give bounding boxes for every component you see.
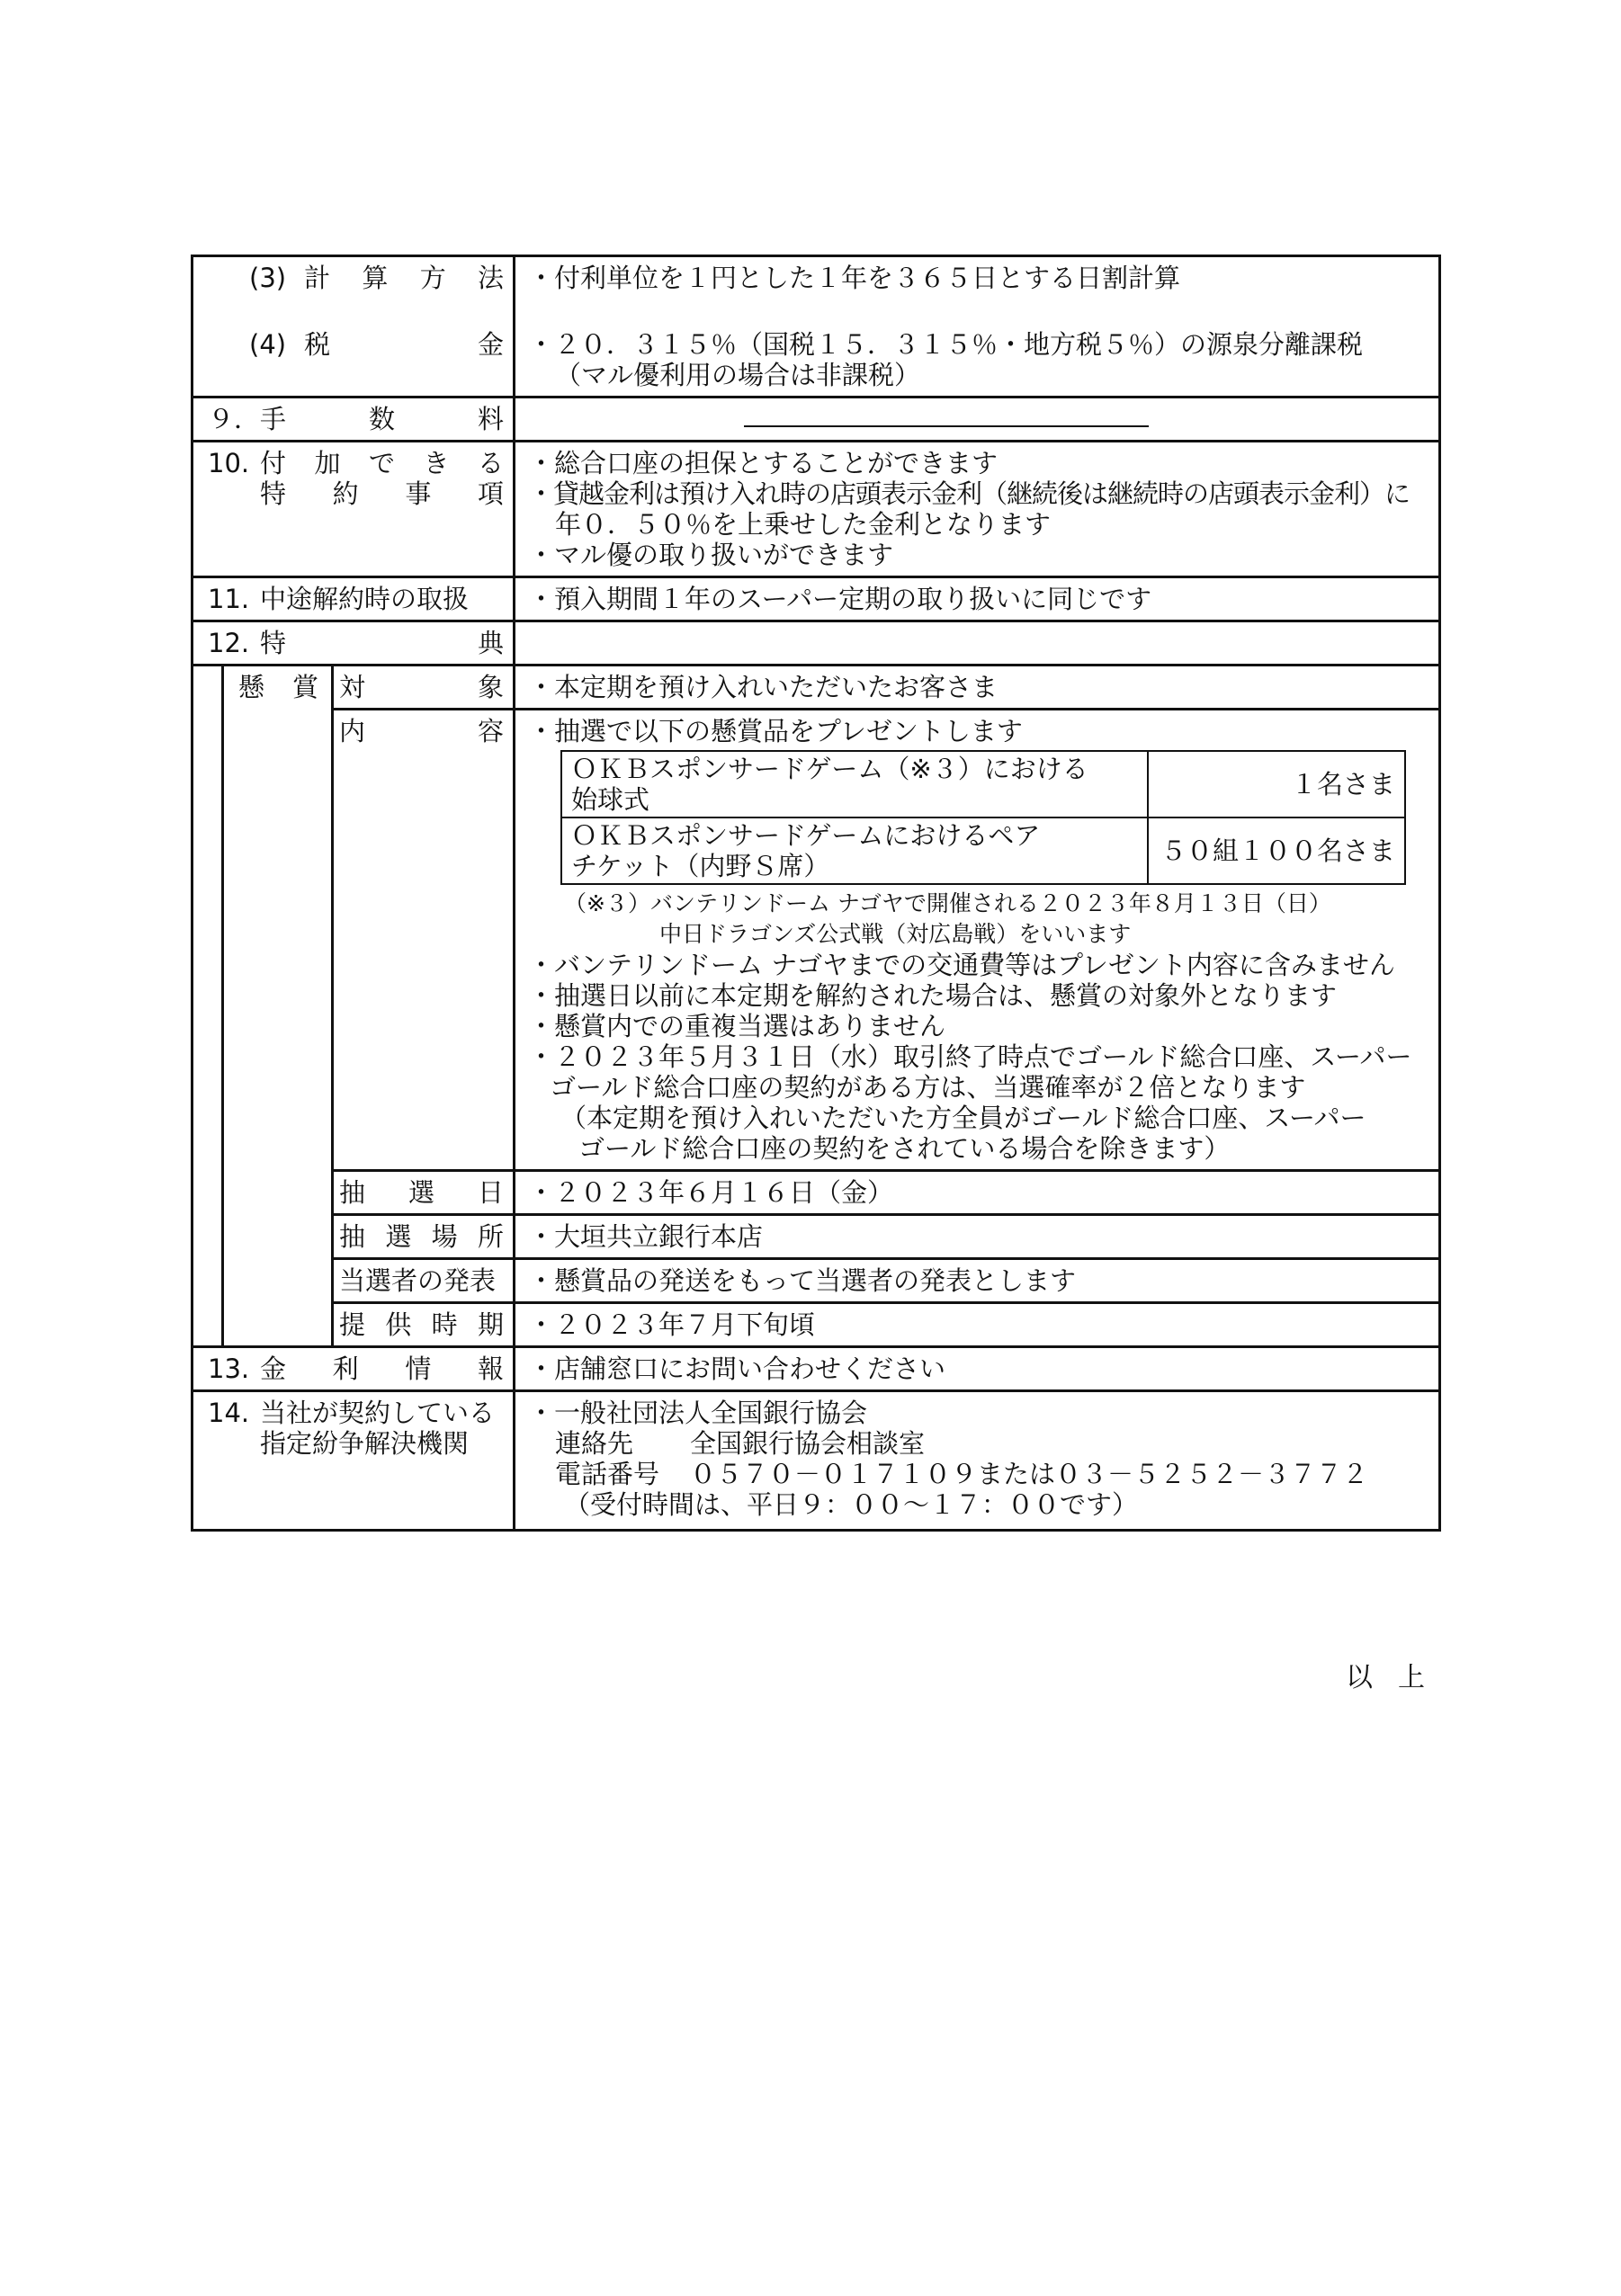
content-label: 内 容 bbox=[339, 716, 505, 746]
content-cont-2: （本定期を預け入れいただいた方全員がゴールド総合口座、スーパー bbox=[560, 1103, 1366, 1133]
special-line-4: ・マル優の取り扱いができます bbox=[528, 540, 894, 570]
rate-text: ・店舗窓口にお問い合わせください bbox=[528, 1353, 946, 1384]
content-cont-1: ゴールド総合口座の契約がある方は、当選確率が２倍となります bbox=[550, 1072, 1306, 1103]
rate-value-cell bbox=[515, 1347, 1440, 1391]
adr-contact-value: 全国銀行協会相談室 bbox=[690, 1428, 926, 1459]
prize-name-2b: チケット（内野Ｓ席） bbox=[571, 851, 830, 881]
draw-place-label-cell bbox=[333, 1215, 515, 1259]
prize-row bbox=[561, 817, 1405, 884]
special-line-3: 年０．５０％を上乗せした金利となります bbox=[555, 509, 1052, 540]
announce-value-cell bbox=[515, 1259, 1440, 1303]
special-line-2: ・貸越金利は預け入れ時の店頭表示金利（継続後は継続時の店頭表示金利）に bbox=[528, 478, 1411, 509]
special-row bbox=[193, 442, 1440, 577]
fee-row bbox=[193, 398, 1440, 442]
target-row bbox=[193, 666, 1440, 710]
adr-num: 14. bbox=[208, 1398, 250, 1428]
prize-count-1: １名さま bbox=[1148, 751, 1405, 817]
calc-tax-row bbox=[193, 256, 1440, 398]
target-label-cell bbox=[333, 666, 515, 710]
content-bullet-4: ・２０２３年５月３１日（水）取引終了時点でゴールド総合口座、スーパー bbox=[528, 1041, 1412, 1072]
content-row bbox=[193, 710, 1440, 1171]
draw-date-label: 抽 選 日 bbox=[339, 1177, 505, 1208]
delivery-label-cell bbox=[333, 1303, 515, 1347]
calc-num: (3) bbox=[249, 263, 287, 293]
benefit-label-cell bbox=[193, 621, 515, 666]
fee-label: 手 数 料 bbox=[260, 404, 505, 434]
content-value-cell bbox=[515, 710, 1440, 1171]
announce-text: ・懸賞品の発送をもって当選者の発表とします bbox=[528, 1265, 1077, 1296]
content-bullet-1: ・バンテリンドーム ナゴヤまでの交通費等はプレゼント内容に含みません bbox=[528, 950, 1395, 980]
draw-place-label: 抽 選 場 所 bbox=[339, 1221, 504, 1252]
special-line-1: ・総合口座の担保とすることができます bbox=[528, 448, 999, 478]
adr-org: ・一般社団法人全国銀行協会 bbox=[528, 1398, 868, 1428]
adr-row bbox=[193, 1391, 1440, 1531]
benefit-row bbox=[193, 621, 1440, 666]
calc-tax-label-cell bbox=[193, 256, 515, 398]
prize-name-cell bbox=[561, 817, 1148, 884]
special-value-cell bbox=[515, 442, 1440, 577]
calc-tax-value-cell bbox=[515, 256, 1440, 398]
prize-name-1a: ＯＫＢスポンサードゲーム（※３）における bbox=[571, 754, 1088, 784]
tax-line-2: （マル優利用の場合は非課税） bbox=[555, 360, 921, 390]
benefit-indent-cell bbox=[193, 666, 223, 1347]
content-bullet-2: ・抽選日以前に本定期を解約された場合は、懸賞の対象外となります bbox=[528, 980, 1338, 1011]
adr-label-2: 指定紛争解決機関 bbox=[260, 1428, 470, 1459]
target-label: 対 象 bbox=[339, 672, 505, 702]
end-mark: 以上 bbox=[1346, 1662, 1450, 1693]
adr-value-cell bbox=[515, 1391, 1440, 1531]
draw-place-row bbox=[193, 1215, 1440, 1259]
cancel-label: 中途解約時の取扱 bbox=[260, 584, 470, 614]
delivery-text: ・２０２３年７月下旬頃 bbox=[528, 1309, 816, 1340]
adr-hours: （受付時間は、平日９：００～１７：００です） bbox=[564, 1489, 1139, 1520]
prize-name-1b: 始球式 bbox=[571, 784, 650, 815]
prize-table bbox=[560, 750, 1406, 885]
content-label-cell bbox=[333, 710, 515, 1171]
delivery-row bbox=[193, 1303, 1440, 1347]
cancel-text: ・預入期間１年のスーパー定期の取り扱いに同じです bbox=[528, 584, 1152, 614]
prize-name-2a: ＯＫＢスポンサードゲームにおけるペア bbox=[571, 820, 1041, 851]
prize-count-2: ５０組１００名さま bbox=[1148, 817, 1405, 884]
draw-date-label-cell bbox=[333, 1171, 515, 1215]
fee-dash-line bbox=[744, 425, 1149, 427]
benefit-value-cell bbox=[515, 621, 1440, 666]
tax-label: 税 金 bbox=[304, 329, 505, 360]
adr-contact-label: 連絡先 bbox=[555, 1428, 634, 1459]
target-value-cell bbox=[515, 666, 1440, 710]
special-num: 10. bbox=[208, 448, 250, 478]
special-label-2: 特 約 事 項 bbox=[260, 478, 504, 509]
content-cont-3: ゴールド総合口座の契約をされている場合を除きます） bbox=[578, 1133, 1231, 1164]
cancel-num: 11. bbox=[208, 584, 250, 614]
content-intro: ・抽選で以下の懸賞品をプレゼントします bbox=[528, 716, 1023, 746]
tax-line-1: ・２０．３１５％（国税１５．３１５％・地方税５％）の源泉分離課税 bbox=[528, 329, 1364, 360]
prize-group-label: 懸 賞 bbox=[238, 672, 318, 702]
announce-label: 当選者の発表 bbox=[339, 1265, 497, 1296]
rate-num: 13. bbox=[208, 1353, 250, 1384]
draw-place-value-cell bbox=[515, 1215, 1440, 1259]
benefit-num: 12. bbox=[208, 628, 250, 658]
cancel-value-cell bbox=[515, 577, 1440, 621]
announce-row bbox=[193, 1259, 1440, 1303]
calc-text: ・付利単位を１円とした１年を３６５日とする日割計算 bbox=[528, 263, 1181, 293]
adr-phone-label: 電話番号 bbox=[555, 1459, 660, 1489]
fee-num: ９． bbox=[208, 404, 261, 434]
rate-label-cell bbox=[193, 1347, 515, 1391]
draw-place-text: ・大垣共立銀行本店 bbox=[528, 1221, 764, 1252]
cancel-row bbox=[193, 577, 1440, 621]
benefit-label: 特 典 bbox=[260, 628, 505, 658]
content-note-1: （※３）バンテリンドーム ナゴヤで開催される２０２３年８月１３日（日） bbox=[564, 890, 1331, 916]
content-note-2: 中日ドラゴンズ公式戦（対広島戦）をいいます bbox=[659, 921, 1132, 947]
prize-row bbox=[561, 751, 1405, 817]
announce-label-cell bbox=[333, 1259, 515, 1303]
adr-phone-value: ０５７０－０１７１０９または０３－５２５２－３７７２ bbox=[690, 1459, 1369, 1489]
delivery-value-cell bbox=[515, 1303, 1440, 1347]
rate-row bbox=[193, 1347, 1440, 1391]
product-terms-table bbox=[191, 255, 1441, 1532]
special-label-cell bbox=[193, 442, 515, 577]
content-bullet-3: ・懸賞内での重複当選はありません bbox=[528, 1011, 946, 1041]
draw-date-row bbox=[193, 1171, 1440, 1215]
rate-label: 金 利 情 報 bbox=[260, 1353, 504, 1384]
calc-label: 計 算 方 法 bbox=[304, 263, 504, 293]
adr-label-cell bbox=[193, 1391, 515, 1531]
adr-label-1: 当社が契約している bbox=[260, 1398, 496, 1428]
fee-label-cell bbox=[193, 398, 515, 442]
draw-date-text: ・２０２３年６月１６日（金） bbox=[528, 1177, 894, 1208]
special-label-1: 付 加 で き る bbox=[260, 448, 505, 478]
prize-name-cell bbox=[561, 751, 1148, 817]
delivery-label: 提 供 時 期 bbox=[339, 1309, 504, 1340]
fee-value-cell bbox=[515, 398, 1440, 442]
target-text: ・本定期を預け入れいただいたお客さま bbox=[528, 672, 999, 702]
tax-num: (4) bbox=[249, 329, 287, 360]
cancel-label-cell bbox=[193, 577, 515, 621]
draw-date-value-cell bbox=[515, 1171, 1440, 1215]
prize-group-cell bbox=[223, 666, 333, 1347]
